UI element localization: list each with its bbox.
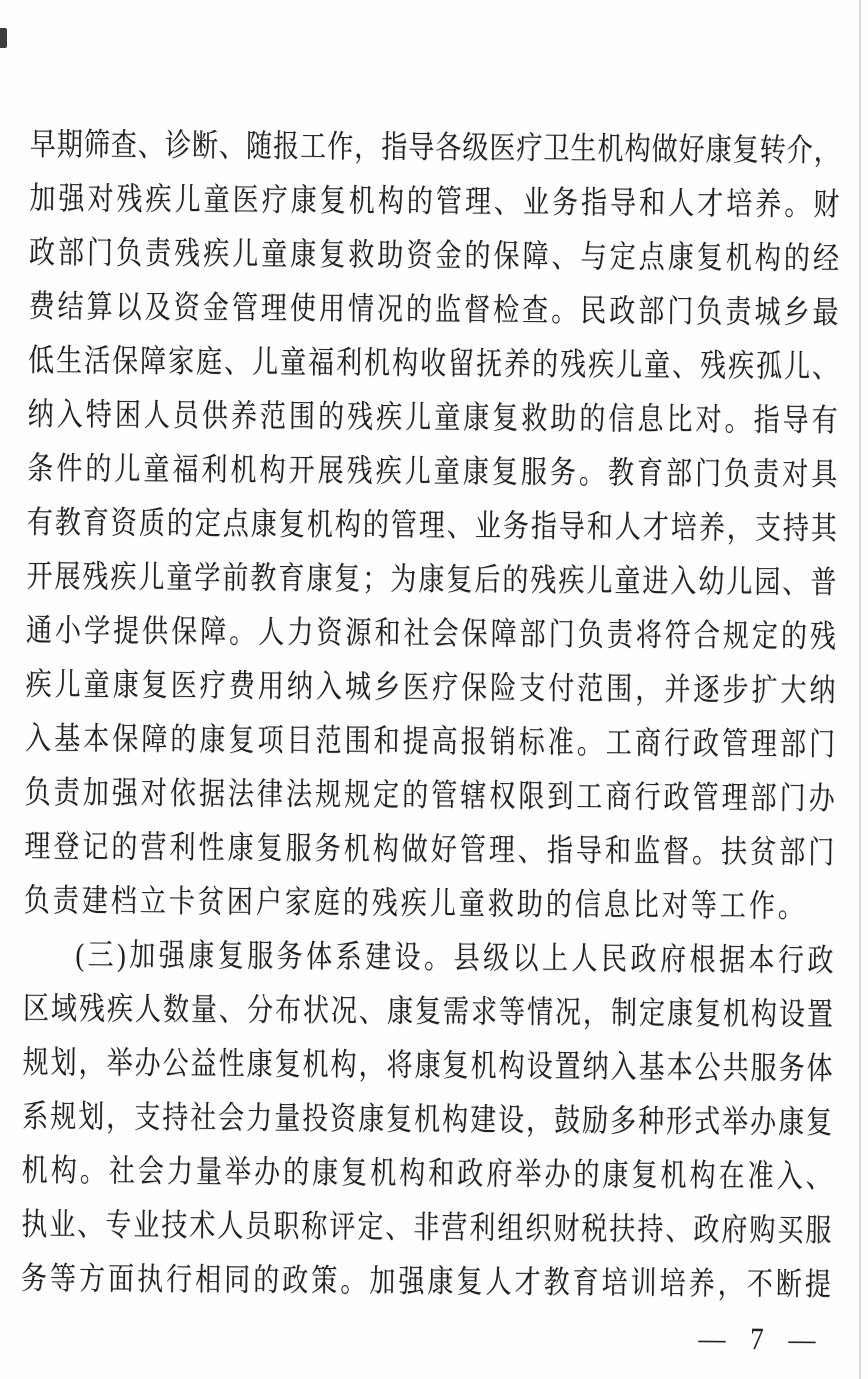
- text-line: 纳入特困人员供养范围的残疾儿童康复救助的信息比对。指导有: [27, 396, 838, 439]
- text-line: 务等方面执行相同的政策。加强康复人才教育培训培养，不断提: [20, 1260, 832, 1303]
- text-line: 理登记的营利性康复服务机构做好管理、指导和监督。扶贫部门: [24, 828, 835, 871]
- text-line: (三)加强康复服务体系建设。县级以上人民政府根据本行政: [75, 937, 834, 979]
- text-line: 规划，举办公益性康复机构，将康复机构设置纳入基本公共服务体: [22, 1044, 833, 1087]
- scan-artifact-mark: [0, 28, 7, 48]
- text-line: 加强对残疾儿童医疗康复机构的管理、业务指导和人才培养。财: [29, 180, 840, 223]
- text-line: 入基本保障的康复项目范围和提高报销标准。工商行政管理部门: [24, 720, 836, 763]
- text-line: 早期筛查、诊断、随报工作，指导各级医疗卫生机构做好康复转介，: [29, 126, 840, 169]
- text-line: 低生活保障家庭、儿童福利机构收留抚养的残疾儿童、残疾孤儿、: [27, 342, 839, 385]
- text-line: 通小学提供保障。人力资源和社会保障部门负责将符合规定的残: [25, 612, 837, 655]
- paragraph-rehab-service-system: [21, 928, 834, 1312]
- text-line: 条件的儿童福利机构开展残疾儿童康复服务。教育部门负责对具: [27, 450, 838, 493]
- text-line: 疾儿童康复医疗费用纳入城乡医疗保险支付范围，并逐步扩大纳: [25, 666, 836, 709]
- paragraph-departments-duties: [24, 118, 840, 934]
- text-line: 费结算以及资金管理使用情况的监督检查。民政部门负责城乡最: [28, 288, 839, 331]
- scan-edge-line: [859, 0, 861, 1379]
- text-line: 系规划，支持社会力量投资康复机构建设，鼓励多种形式举办康复: [22, 1098, 833, 1141]
- text-line: 有教育资质的定点康复机构的管理、业务指导和人才培养，支持其: [26, 504, 837, 547]
- text-line: 政部门负责残疾儿童康复救助资金的保障、与定点康复机构的经: [28, 234, 840, 277]
- text-line: 机构。社会力量举办的康复机构和政府举办的康复机构在准入、: [21, 1152, 832, 1195]
- text-line: 负责加强对依据法律法规规定的管辖权限到工商行政管理部门办: [24, 774, 835, 817]
- text-line: 区域残疾人数量、分布状况、康复需求等情况，制定康复机构设置: [22, 990, 834, 1033]
- text-line: 负责建档立卡贫困户家庭的残疾儿童救助的信息比对等工作。: [23, 882, 807, 925]
- document-body: [20, 118, 840, 1366]
- page-number: — 7 —: [698, 1321, 825, 1357]
- text-line: 执业、专业技术人员职称评定、非营利组织财税扶持、政府购买服: [21, 1206, 832, 1249]
- text-line: 开展残疾儿童学前教育康复；为康复后的残疾儿童进入幼儿园、普: [26, 558, 837, 601]
